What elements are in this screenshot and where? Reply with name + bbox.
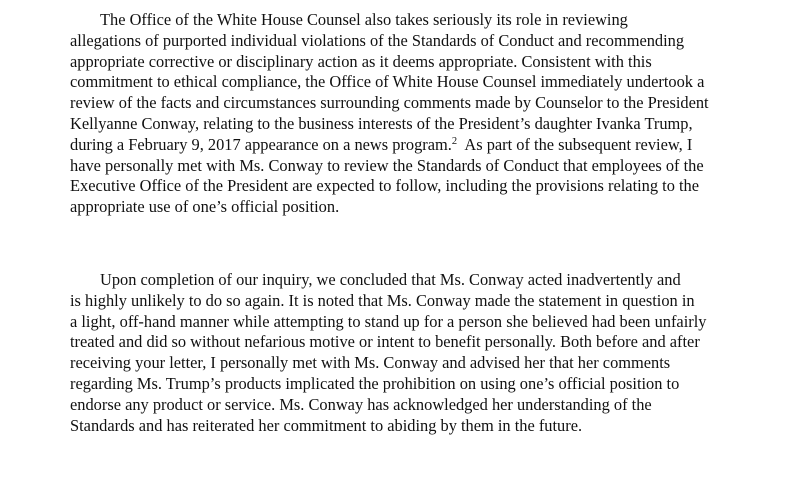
footnote-marker: 2 bbox=[451, 135, 458, 147]
text-line-with-footnote bbox=[70, 135, 770, 156]
text-line: endorse any product or service. Ms. Conway has acknowledged her understanding of the bbox=[70, 394, 652, 414]
text-line: Executive Office of the President are expected to follow, including the provisions relating to the bbox=[70, 176, 700, 196]
text-line: Upon completion of our inquiry, we concluded that Ms. Conway acted inadvertently and bbox=[100, 270, 681, 289]
text-line: The Office of the White House Counsel also takes seriously its role in reviewing bbox=[100, 10, 628, 29]
text-line: review of the facts and circumstances surrounding comments made by Counselor to the President bbox=[70, 93, 709, 113]
text-line: appropriate corrective or disciplinary action as it deems appropriate. Consistent with this bbox=[70, 51, 652, 71]
text-line: treated and did so without nefarious motive or intent to benefit personally. Both before and after bbox=[70, 332, 700, 352]
text-line: allegations of purported individual violations of the Standards of Conduct and recommending bbox=[70, 30, 685, 50]
text-line-end: As part of the subsequent review, I bbox=[457, 134, 693, 154]
text-line: a light, off-hand manner while attempting to stand up for a person she believed had been unfairly bbox=[70, 311, 707, 331]
paragraph-counsel-review bbox=[70, 10, 770, 218]
text-line: Kellyanne Conway, relating to the business interests of the President’s daughter Ivanka Trump, bbox=[70, 113, 693, 133]
text-line: commitment to ethical compliance, the Office of White House Counsel immediately undertook a bbox=[70, 72, 705, 92]
text-line: have personally met with Ms. Conway to review the Standards of Conduct that employees of the bbox=[70, 155, 704, 175]
text-line: receiving your letter, I personally met with Ms. Conway and advised her that her comments bbox=[70, 353, 671, 373]
text-line: appropriate use of one’s official position. bbox=[70, 197, 340, 217]
text-line-start: during a February 9, 2017 appearance on a news program. bbox=[70, 134, 452, 154]
text-line: is highly unlikely to do so again. It is noted that Ms. Conway made the statement in question in bbox=[70, 290, 695, 310]
paragraph-inquiry-conclusion bbox=[70, 270, 770, 436]
text-line: Standards and has reiterated her commitment to abiding by them in the future. bbox=[70, 415, 583, 435]
text-line: regarding Ms. Trump’s products implicated the prohibition on using one’s official position to bbox=[70, 373, 680, 393]
